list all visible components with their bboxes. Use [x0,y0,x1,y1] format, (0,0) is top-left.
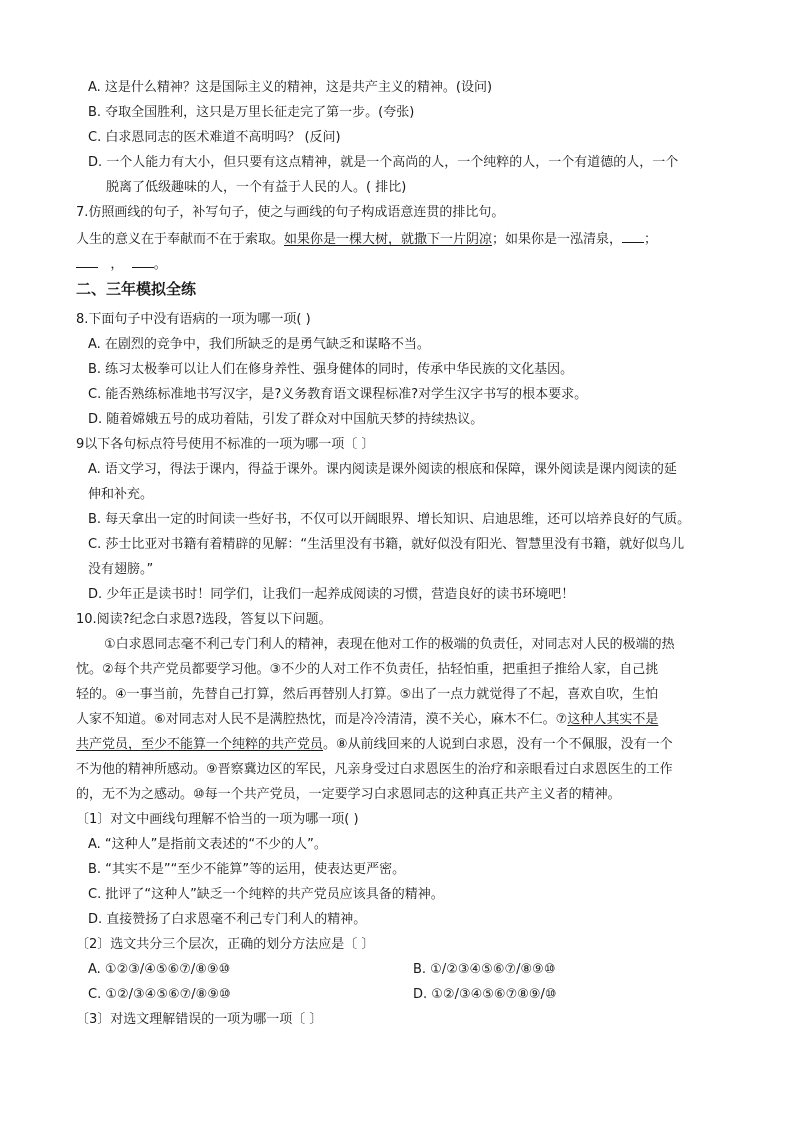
answer-blank[interactable] [622,229,644,243]
q8-option-a: A. 在剧烈的竞争中，我们所缺乏的是勇气缺乏和谋略不当。 [88,337,430,352]
passage-line [76,736,673,754]
sub-question-1: 〔1〕对文中画线句理解不恰当的一项为哪一项( ) [76,812,359,827]
s1-option-c: C. 批评了“这种人”缺乏一个纯粹的共产党员应该具备的精神。 [88,887,444,902]
passage-line: 不为他的精神所感动。⑨晋察冀边区的军民，凡亲身受过白求恩医生的治疗和亲眼看过白求恩医生的工作 [76,762,673,777]
q7-period: 。 [153,257,167,272]
passage-line: 轻的。④一事当前，先替自己打算，然后再替别人打算。⑤出了一点力就觉得了不起，喜欢自吹，生怕 [76,687,659,702]
s1-option-a: A. “这种人”是指前文表述的“不少的人”。 [88,837,327,852]
sub-question-2: 〔2〕选文共分三个层次，正确的划分方法应是〔 〕 [76,937,375,952]
passage-line [76,711,658,729]
option-b: B. 夺取全国胜利，这只是万里长征走完了第一步。(夸张) [88,105,415,120]
option-c: C. 白求恩同志的医术难道不高明吗？ (反问) [88,130,341,145]
q7-text-2: ；如果你是一泓清泉， [492,232,623,247]
passage-line: 忱。②每个共产党员都要学习他。③不少的人对工作不负责任，拈轻怕重，把重担子推给人家，自己挑 [76,662,659,677]
option-a: A. 这是什么精神？这是国际主义的精神，这是共产主义的精神。(设问) [88,80,493,95]
s2-option-c: C. ①②/③④⑤⑥⑦/⑧⑨⑩ [88,987,231,1002]
question-7-blanks [76,254,167,274]
passage-underlined: 共产党员，至少不能算一个纯粹的共产党员 [76,737,324,752]
q8-option-b: B. 练习太极拳可以让人们在修身养性、强身健体的同时，传承中华民族的文化基因。 [88,362,574,377]
q7-text: 人生的意义在于奉献而不在于索取。 [76,232,285,247]
passage-line: ①白求恩同志毫不利己专门利人的精神，表现在他对工作的极端的负责任，对同志对人民的极端的热 [104,637,675,652]
passage-line: 的，无不为之感动。⑩每一个共产党员，一定要学习白求恩同志的这种真正共产主义者的精神。 [76,787,621,802]
q9-option-c: C. 莎士比亚对书籍有着精辟的见解：“生活里没有书籍，就好似没有阳光、智慧里没有书籍，就好似鸟儿 [88,537,685,552]
question-8: 8.下面句子中没有语病的一项为哪一项( ) [76,312,311,327]
s1-option-d: D. 直接赞扬了白求恩毫不利己专门利人的精神。 [88,912,367,927]
passage-text: 。⑧从前线回来的人说到白求恩，没有一个不佩服，没有一个 [323,737,673,752]
section-heading: 二、三年模拟全练 [76,280,197,298]
passage-text: 人家不知道。⑥对同志对人民不是满腔热忱，而是冷冷清清，漠不关心，麻木不仁。⑦ [76,712,568,727]
s1-option-b: B. “其实不是”“至少不能算”等的运用，使表达更严密。 [88,862,406,877]
question-9: 9以下各句标点符号使用不标准的一项为哪一项〔 〕 [76,437,375,452]
answer-blank[interactable] [76,254,98,268]
question-7: 7.仿照画线的句子，补写句子，使之与画线的句子构成语意连贯的排比句。 [76,205,505,220]
s2-option-a: A. ①②③/④⑤⑥⑦/⑧⑨⑩ [88,962,231,977]
s2-option-d: D. ①②/③④⑤⑥⑦⑧⑨/⑩ [413,987,557,1002]
question-7-body [76,229,657,249]
sub-question-3: 〔3〕对选文理解错误的一项为哪一项〔 〕 [76,1012,323,1027]
q9-option-c-continued: 没有翅膀。” [88,562,154,577]
option-d-continued: 脱离了低级趣味的人，一个有益于人民的人。( 排比) [106,180,407,195]
option-d: D. 一个人能力有大小，但只要有这点精神，就是一个高尚的人，一个纯粹的人，一个有道德的人，一个 [88,155,679,170]
passage-underlined: 这种人其实不是 [567,712,659,727]
q9-option-d: D. 少年正是读书时！同学们，让我们一起养成阅读的习惯，营造良好的读书环境吧！ [88,587,575,602]
q7-semicolon: ； [644,232,658,247]
q8-option-c: C. 能否熟练标准地书写汉字，是?义务教育语文课程标准?对学生汉字书写的根本要求。 [88,387,588,402]
q7-comma: ， [110,257,124,272]
answer-blank[interactable] [132,254,154,268]
q7-underlined-sentence: 如果你是一棵大树，就撒下一片阴凉 [284,232,493,247]
q8-option-d: D. 随着嫦娥五号的成功着陆，引发了群众对中国航天梦的持续热议。 [88,412,484,427]
q9-option-a: A. 语文学习，得法于课内，得益于课外。课内阅读是课外阅读的根底和保障，课外阅读是课内阅读的延 [88,462,677,477]
q9-option-b: B. 每天拿出一定的时间读一些好书，不仅可以开阔眼界、增长知识、启迪思维，还可以培养良好的气质。 [88,512,691,527]
question-10: 10.阅读?纪念白求恩?选段，答复以下问题。 [76,612,332,627]
s2-option-b: B. ①/②③④⑤⑥⑦/⑧⑨⑩ [413,962,556,977]
q9-option-a-continued: 伸和补充。 [88,487,154,502]
